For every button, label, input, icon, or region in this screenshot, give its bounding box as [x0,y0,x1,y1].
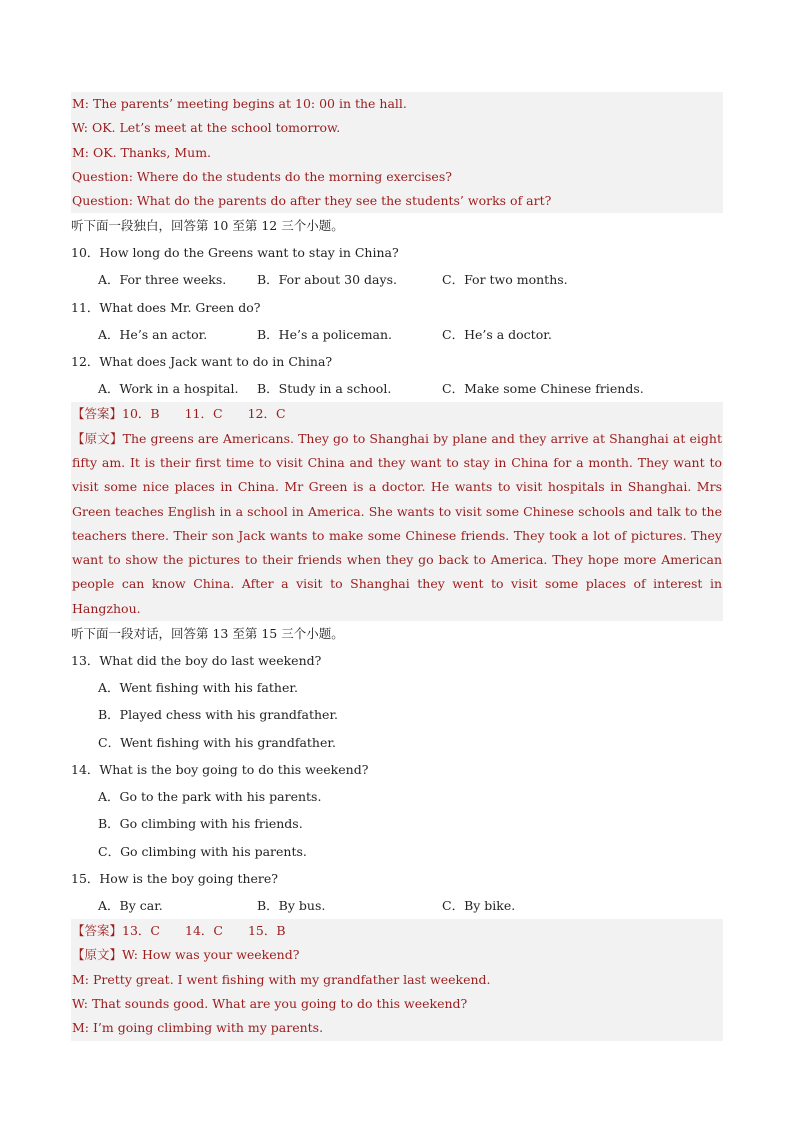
option-a: A．By car. [98,897,163,913]
section-intro: 听下面一段独白，回答第 10 至第 12 三个小题。 [71,218,344,234]
option-a: A．Go to the park with his parents. [98,788,322,804]
answer-tag: 【答案】 [72,923,123,939]
original-tag: 【原文】 [72,947,123,963]
question-14: 14．What is the boy going to do this weekend? [71,761,369,777]
option-a: A．Work in a hospital. [98,381,239,397]
question-10: 10．How long do the Greens want to stay in China? [71,245,399,261]
answer-line [71,402,723,426]
option-c: C．He’s a doctor. [442,326,552,342]
option-c: C．For two months. [442,272,568,288]
answer-block [71,402,723,621]
section-intro: 听下面一段对话，回答第 13 至第 15 三个小题。 [71,626,344,642]
dialog-line: M: Pretty great. I went fishing with my grandfather last weekend. [72,971,491,987]
question-13: 13．What did the boy do last weekend? [71,653,322,669]
answer-block [71,919,723,1040]
dialog-line: M: OK. Thanks, Mum. [72,144,212,160]
dialog-line: W: That sounds good. What are you going to do this weekend? [72,996,468,1012]
option-a: A．For three weeks. [98,272,227,288]
question-11: 11．What does Mr. Green do? [71,299,261,315]
question-12: 12．What does Jack want to do in China? [71,354,333,370]
dialog-block [71,92,723,213]
answer-text: 10．B 11．C 12．C [122,406,286,422]
options-11 [71,321,723,348]
option-b: B．He’s a policeman. [257,326,393,342]
options-12 [71,375,723,402]
answer-line [71,919,723,943]
original-tag: 【原文】 [72,430,123,446]
answer-text: 13．C 14．C 15．B [122,923,286,939]
dialog-line: W: How was your weekend? [122,947,300,963]
option-c: C．Go climbing with his parents. [98,843,307,859]
original-paragraph: The greens are Americans. They go to Shanghai by plane and they arrive at Shanghai at eight fifty am. It is their first time to visit China and they want to stay in China for a month. They want to visit some nice places in China. Mr Green is a doctor. He wants to visit hospitals in Shanghai. Mrs Green teaches English in a school in America. She wants to visit some Chinese schools and talk to the teachers there. Their son Jack wants to make some Chinese friends. They took a lot of pictures. They want to show the pictures to their friends when they go back to America. They hope more American people can know China. After a visit to Shanghai they went to visit some places of interest in Hangzhou. [72,430,722,616]
question-line: Question: Where do the students do the morning exercises? [72,168,452,184]
document-page [71,92,723,1041]
option-c: C．Make some Chinese friends. [442,381,644,397]
answer-tag: 【答案】 [72,406,123,422]
option-b: B．Study in a school. [257,381,392,397]
option-c: C．By bike. [442,897,516,913]
option-a: A．He’s an actor. [98,326,208,342]
options-15 [71,892,723,919]
dialog-line: W: OK. Let’s meet at the school tomorrow. [72,120,341,136]
option-c: C．Went fishing with his grandfather. [98,734,336,750]
dialog-line: M: The parents’ meeting begins at 10: 00 in the hall. [72,96,407,111]
option-a: A．Went fishing with his father. [98,680,298,696]
question-line: Question: What do the parents do after they see the students’ works of art? [72,193,552,209]
original-text [71,427,723,621]
option-b: B．Go climbing with his friends. [98,816,303,832]
option-b: B．Played chess with his grandfather. [98,707,339,723]
option-b: B．For about 30 days. [257,272,397,288]
original-line [71,943,723,967]
options-10 [71,266,723,293]
question-15: 15．How is the boy going there? [71,870,278,886]
dialog-line: M: I’m going climbing with my parents. [72,1020,324,1036]
option-b: B．By bus. [257,897,326,913]
